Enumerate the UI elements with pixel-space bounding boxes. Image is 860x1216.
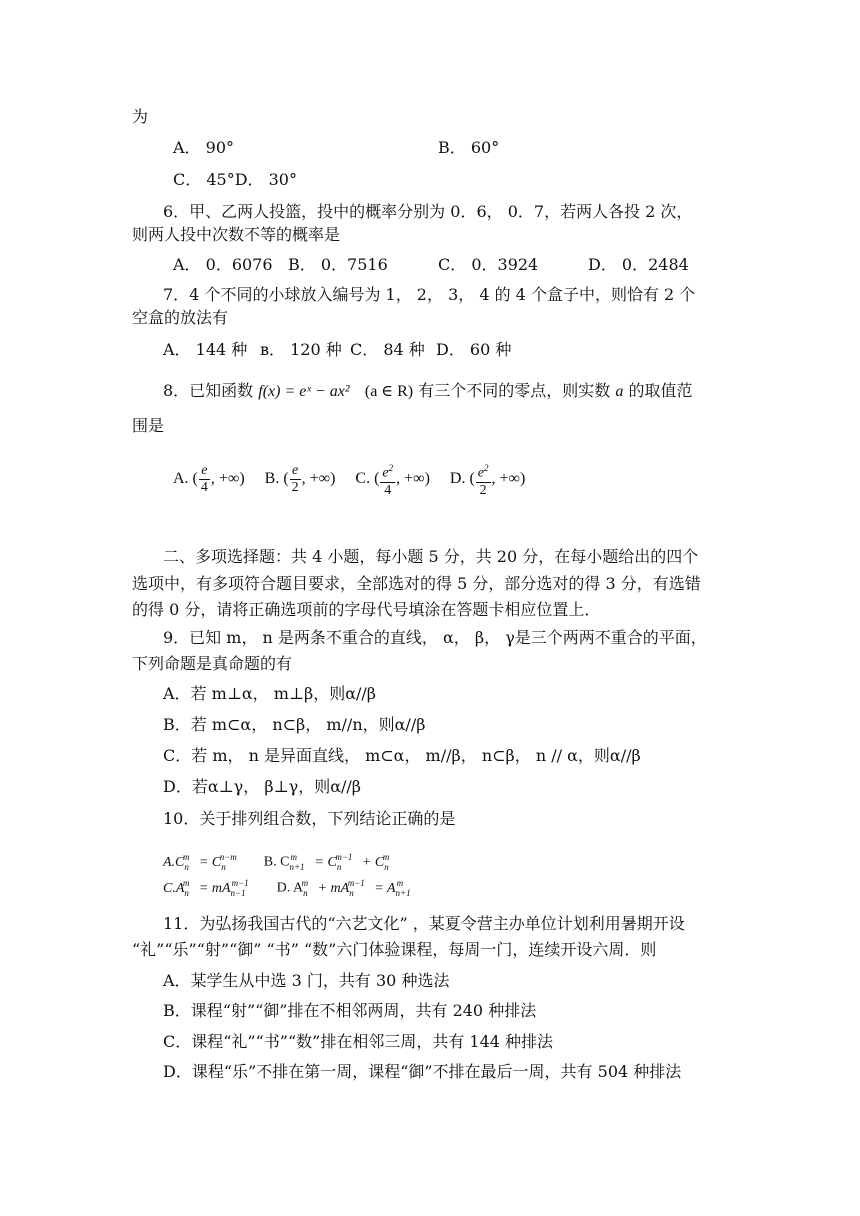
q11-option-a: A．某学生从中选 3 门，共有 30 种选法 xyxy=(163,971,450,990)
q6-option-b: B． 0．7516 xyxy=(288,255,388,274)
q7-option-d: D． 60 种 xyxy=(436,340,512,359)
section2-line3: 的得 0 分，请将正确选项前的字母代号填涂在答题卡相应位置上． xyxy=(132,600,601,619)
q7-option-b: в． 120 种 xyxy=(260,340,342,359)
q5-option-a: A． 90° xyxy=(173,138,235,157)
q8-suffix2: 的取值范 xyxy=(628,381,693,400)
q5-option-cd: C． 45°D． 30° xyxy=(173,170,297,189)
q7-option-c: C． 84 种 xyxy=(350,340,425,359)
q11-stem-line2: “礼”“乐”“射”“御” “书” “数”六门体验课程，每周一门，连续开设六周．则 xyxy=(132,940,657,959)
q8-option-b: B. ( $\frac{e}{2}$ , +∞) xyxy=(264,462,336,495)
q8-stem-line1 xyxy=(163,380,692,403)
section2-line1: 二、多项选择题：共 4 小题，每小题 5 分，共 20 分，在每小题给出的四个 xyxy=(163,547,699,566)
q11-option-b: B．课程“射”“御”排在不相邻两周，共有 240 种排法 xyxy=(163,1001,537,1020)
q8-option-a: A. ( $\frac{e}{4}$ , +∞) xyxy=(173,462,245,495)
q9-option-b: B．若 m⊂α， n⊂β， m//n，则α//β xyxy=(163,715,426,734)
q5-option-b: B． 60° xyxy=(438,138,500,157)
q10-option-row2 xyxy=(163,872,417,903)
q7-stem-line2: 空盒的放法有 xyxy=(132,308,229,327)
q7-option-a: A． 144 种 xyxy=(163,340,248,359)
q10-option-d: D. $A_n^m + mA_n^{m-1} = A_{n+1}^m$ xyxy=(276,878,411,898)
q10-option-b: B. $C_{n+1}^m = C_n^{m-1} + C_n^m$ xyxy=(263,852,390,872)
q8-domain: (a ∈ R) xyxy=(364,383,414,400)
q11-stem-line1: 11．为弘扬我国古代的“六艺文化” ，某夏令营主办单位计划利用暑期开设 xyxy=(163,914,685,933)
q9-option-a: A．若 m⊥α， m⊥β，则α//β xyxy=(163,684,377,703)
q8-option-d: D. ( $\frac{e^2}{2}$ , +∞) xyxy=(450,470,525,487)
q8-suffix: 有三个不同的零点，则实数 xyxy=(418,381,611,400)
q9-option-c: C．若 m， n 是异面直线， m⊂α， m//β， n⊂β， n // α，则α//β xyxy=(163,746,641,765)
q7-stem-line1: 7．4 个不同的小球放入编号为 1， 2， 3， 4 的 4 个盒子中，则恰有 2 个 xyxy=(163,285,696,304)
q8-prefix: 8．已知函数 xyxy=(163,381,254,400)
section2-line2: 选项中，有多项符合题目要求，全部选对的得 5 分，部分选对的得 3 分，有选错 xyxy=(132,574,701,593)
q6-stem-line2: 则两人投中次数不等的概率是 xyxy=(132,225,341,244)
q11-option-d: D．课程“乐”不排在第一周，课程“御”不排在最后一周，共有 504 种排法 xyxy=(163,1062,682,1081)
q10-stem: 10．关于排列组合数，下列结论正确的是 xyxy=(163,809,456,828)
q6-option-a: A． 0．6076 xyxy=(173,255,273,274)
q10-option-c: $C.A_n^m = mA_{n-1}^{m-1}$ xyxy=(163,878,249,898)
q11-option-c: C．课程“礼”“书”“数”排在相邻三周，共有 144 种排法 xyxy=(163,1032,554,1051)
q6-option-c: C． 0．3924 xyxy=(438,255,539,274)
q9-option-d: D．若α⊥γ， β⊥γ，则α//β xyxy=(163,777,362,796)
q8-option-c: C. ( $\frac{e^2}{4}$ , +∞) xyxy=(355,470,433,487)
q9-stem-line2: 下列命题是真命题的有 xyxy=(132,654,293,673)
q8-stem-line2: 围是 xyxy=(132,416,165,435)
q8-var: a xyxy=(615,383,624,400)
q10-option-a: $A.C_n^m = C_n^{n-m}$ xyxy=(163,852,237,872)
q8-function: f(x) = eˣ − ax² xyxy=(258,383,350,400)
q8-options xyxy=(173,459,525,499)
q6-option-d: D． 0．2484 xyxy=(588,255,689,274)
q5-tail: 为 xyxy=(132,107,149,126)
q6-stem-line1: 6．甲、乙两人投篮，投中的概率分别为 0．6， 0．7，若两人各投 2 次， xyxy=(163,202,693,221)
q9-stem-line1: 9．已知 m， n 是两条不重合的直线， α， β， γ是三个两两不重合的平面， xyxy=(163,628,707,647)
